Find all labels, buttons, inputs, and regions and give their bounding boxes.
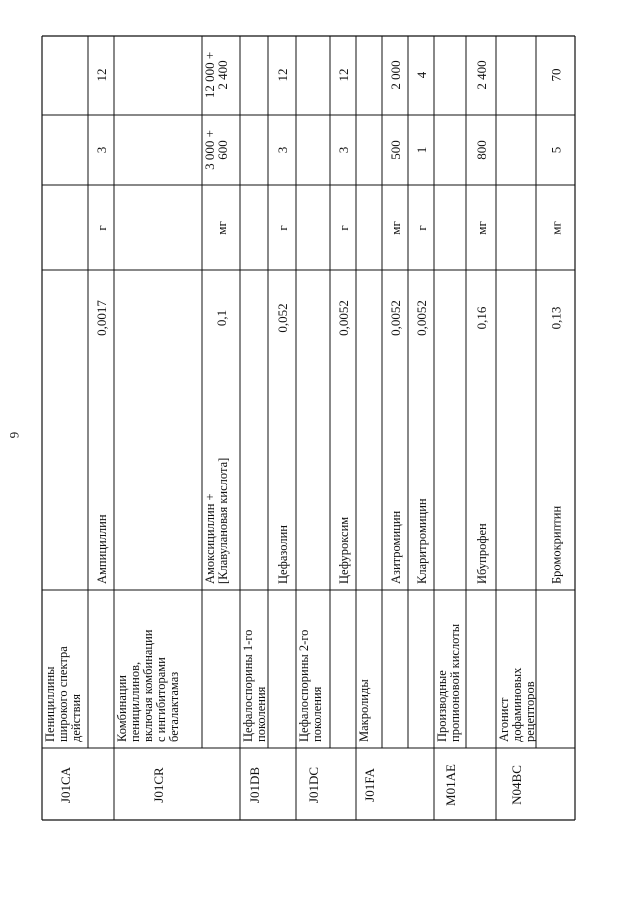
- dose-cell: 500: [388, 140, 403, 160]
- page-number: 6: [7, 431, 22, 439]
- ddd-cell: 0,1: [214, 309, 229, 327]
- total-cell: 12: [94, 68, 109, 82]
- total-cell: 12: [336, 68, 351, 82]
- atc-code-cell: J01DC: [306, 766, 321, 804]
- drug-name-cell: Азитромицин: [389, 510, 403, 584]
- drug-name-cell: Бромокриптин: [549, 505, 564, 584]
- ddd-cell: 0,0052: [414, 300, 429, 336]
- atc-code-cell: J01DB: [247, 766, 262, 804]
- group-name-cell: Макролиды: [357, 679, 371, 742]
- group-name-cell: Цефалоспорины 2-гопоколения: [297, 629, 324, 742]
- group-name-cell: Агонистдофаминовыхрецепторов: [497, 667, 537, 742]
- unit-cell: г: [275, 225, 290, 231]
- dose-cell: 3: [275, 146, 290, 154]
- ddd-cell: 0,13: [548, 306, 564, 330]
- total-cell: 2 000: [388, 60, 403, 90]
- unit-cell: г: [94, 225, 109, 231]
- ddd-cell: 0,052: [275, 303, 290, 333]
- dose-cell: 3 000 +600: [202, 130, 230, 170]
- dose-cell: 5: [548, 146, 564, 154]
- drug-name-cell: Ампициллин: [95, 514, 109, 584]
- atc-code-cell: N04BC: [509, 765, 524, 805]
- atc-code-cell: J01FA: [362, 768, 377, 802]
- drug-name-cell: Ибупрофен: [475, 523, 489, 584]
- total-cell: 12 000 +2 400: [202, 51, 230, 99]
- group-name-cell: Производныепропионовой кислоты: [435, 623, 462, 742]
- unit-cell: г: [414, 225, 429, 231]
- ddd-cell: 0,0052: [336, 300, 351, 336]
- group-name-cell: Пенициллиныширокого спектрадействия: [43, 646, 83, 742]
- unit-cell: мг: [388, 221, 403, 235]
- total-cell: 12: [275, 68, 290, 82]
- unit-cell: мг: [474, 221, 489, 235]
- drug-name-cell: Амоксициллин +[Клавулановая кислота]: [203, 457, 230, 584]
- group-name-cell: Цефалоспорины 1-гопоколения: [241, 629, 268, 742]
- ddd-cell: 0,0017: [94, 300, 109, 336]
- atc-code-cell: J01CA: [58, 766, 73, 804]
- drug-name-cell: Цефазолин: [276, 525, 290, 584]
- dose-cell: 800: [474, 140, 489, 160]
- total-cell: 70: [548, 68, 564, 82]
- dose-cell: 3: [336, 146, 351, 154]
- total-cell: 4: [414, 71, 429, 79]
- unit-cell: мг: [548, 221, 564, 235]
- atc-code-cell: J01CR: [151, 767, 166, 803]
- ddd-cell: 0,0052: [388, 300, 403, 336]
- dose-cell: 3: [94, 146, 109, 154]
- drug-name-cell: Кларитромицин: [415, 498, 429, 584]
- dose-cell: 1: [414, 146, 429, 154]
- group-name-cell: Комбинациипенициллинов,включая комбинациис ингибиторамибеталактамаз: [115, 629, 181, 742]
- atc-code-cell: M01AE: [443, 764, 458, 806]
- total-cell: 2 400: [474, 60, 489, 90]
- drug-name-cell: Цефуроксим: [337, 516, 351, 584]
- unit-cell: г: [336, 225, 351, 231]
- ddd-cell: 0,16: [474, 306, 489, 330]
- table-text: [43, 52, 564, 806]
- unit-cell: мг: [214, 221, 229, 235]
